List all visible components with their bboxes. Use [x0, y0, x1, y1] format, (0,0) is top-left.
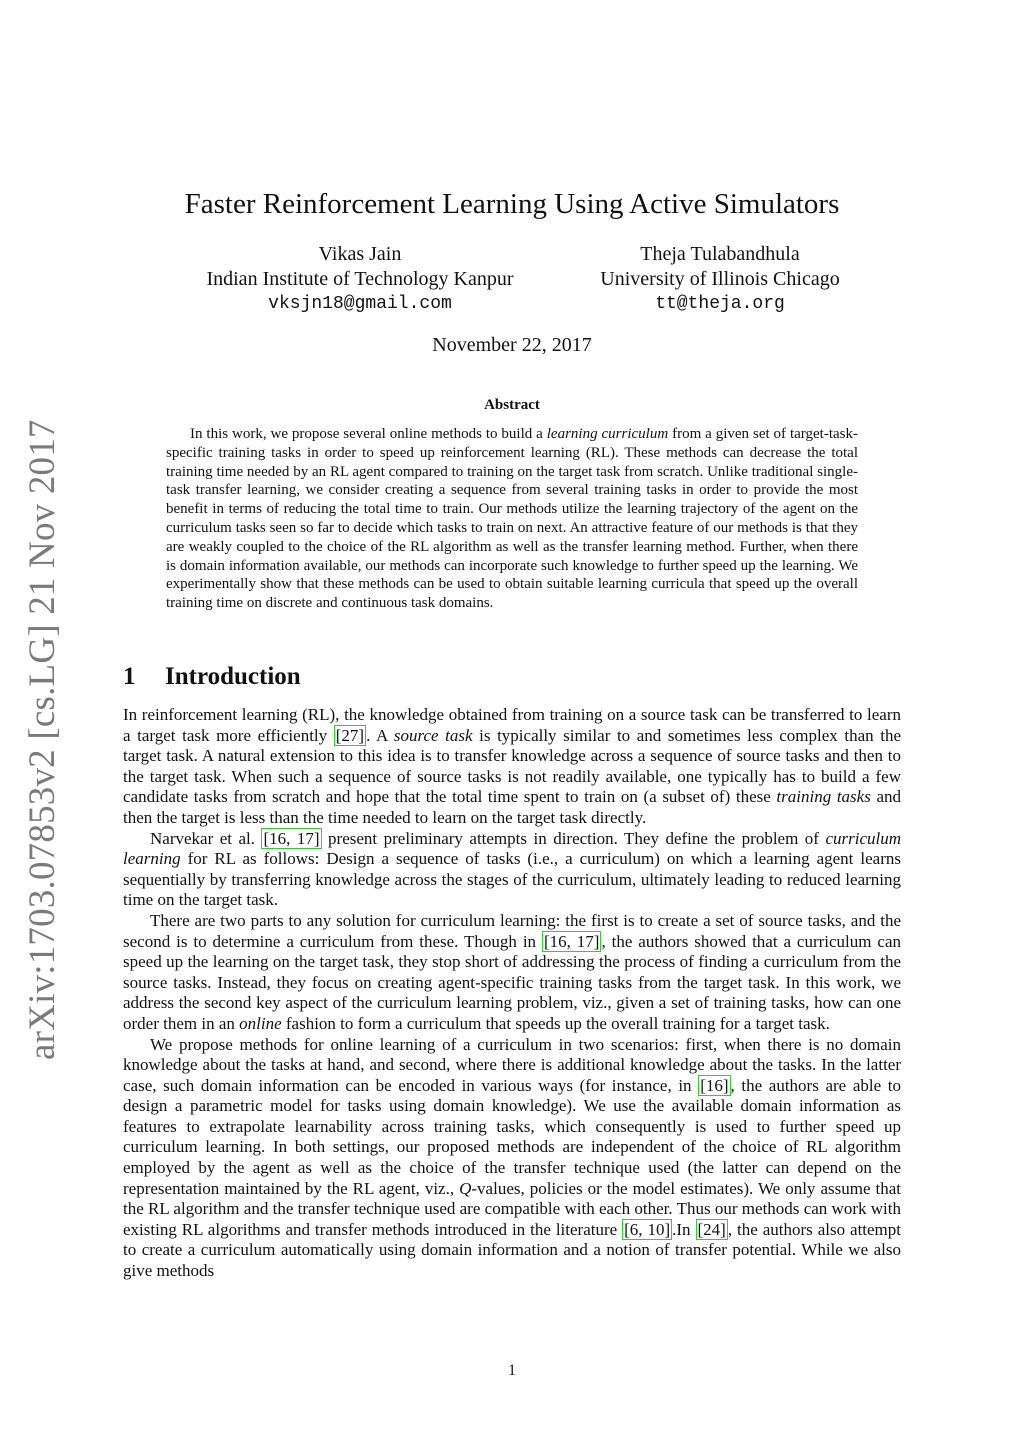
emphasized-term: Q — [459, 1178, 472, 1198]
author-name: Vikas Jain — [318, 243, 402, 265]
emphasized-term: source task — [393, 725, 473, 745]
emphasized-term: training tasks — [776, 787, 871, 807]
emphasized-term: curriculum learning — [123, 828, 901, 869]
body-paragraph: Narvekar et al. [16, 17] present preliminary attempts in direction. They define the problem of curriculum learning for RL as follows: Design a sequence of tasks (i.e., a curriculum) on which a learning agent learns sequentially by transferring knowledge across the stages of the curriculum, ultimately leading to reduced learning time on the target task. — [123, 828, 901, 910]
section-heading — [123, 662, 301, 692]
author-affiliation: University of Illinois Chicago — [600, 268, 840, 290]
author-email[interactable]: vksjn18@gmail.com — [268, 294, 452, 314]
author-affiliation: Indian Institute of Technology Kanpur — [206, 268, 514, 290]
paper-title: Faster Reinforcement Learning Using Active Simulators — [184, 188, 840, 220]
citation-link[interactable]: [24] — [697, 1219, 726, 1239]
arxiv-identifier: arXiv:1703.07853v2 [cs.LG] 21 Nov 2017 — [22, 419, 63, 1060]
page-number: 1 — [508, 1362, 516, 1379]
author-name: Theja Tulabandhula — [640, 243, 800, 265]
paper-date: November 22, 2017 — [432, 334, 592, 356]
author-2 — [560, 242, 880, 317]
section-number: 1 — [123, 663, 136, 690]
abstract-text: In this work, we propose several online methods to build a learning curriculum from a given set of target-task-specific training tasks in order to speed up reinforcement learning (RL). These methods can decrease the total training time needed by an RL agent compared to training on the target task from scratch. Unlike traditional single-task transfer learning, we consider creating a sequence from several training tasks in order to provide the most benefit in terms of reducing the total time to train. Our methods utilize the learning trajectory of the agent on the curriculum tasks seen so far to decide which tasks to train on next. An attractive feature of our methods is that they are weakly coupled to the choice of the RL algorithm as well as the transfer learning method. Further, when there is domain information available, our methods can incorporate such knowledge to further speed up the learning. We experimentally show that these methods can be used to obtain suitable learning curricula that speed up the overall training time on discrete and continuous task domains. — [166, 426, 858, 612]
body-paragraph: In reinforcement learning (RL), the knowledge obtained from training on a source task can be transferred to learn a target task more efficiently [27] . A source task is typically similar to and sometimes less complex than the target task. A natural extension to this idea is to transfer knowledge across a sequence of source tasks and then to the target task. When such a sequence of source tasks is not readily available, one typically has to build a few candidate tasks from scratch and hope that the total time spent to train on (a subset of) these training tasks and then the target is less than the time needed to learn on the target task directly. — [123, 705, 902, 827]
section-title: Introduction — [165, 663, 301, 690]
abstract-heading: Abstract — [484, 397, 540, 413]
emphasized-term: online — [239, 1013, 282, 1033]
body-paragraph: We propose methods for online learning of a curriculum in two scenarios: first, when there is no domain knowledge about the tasks at hand, and second, where there is additional knowledge about the tasks. In the latter case, such domain information can be encoded in various ways (for instance, in [16] , the authors are able to design a parametric model for tasks using domain knowledge). We use the available domain information as features to extrapolate learnability across training tasks, which consequently is used to further speed up curriculum learning. In both settings, our proposed methods are independent of the choice of RL algorithm employed by the agent as well as the choice of the transfer technique used (the latter can depend on the representation maintained by the RL agent, viz., Q-values, policies or the model estimates). We only assume that the RL algorithm and the transfer technique used are compatible with each other. Thus our methods can work with existing RL algorithms and transfer methods introduced in the literature [6, 10] .In [24] , the authors also attempt to create a curriculum automatically using domain information and a notion of transfer potential. While we also give methods — [123, 1034, 902, 1281]
citation-link[interactable]: [6, 10] — [624, 1219, 671, 1239]
author-1 — [150, 242, 570, 317]
citation-link[interactable]: [16, 17] — [543, 931, 600, 951]
citation-link[interactable]: [16, 17] — [263, 828, 320, 848]
section-body — [123, 705, 901, 1282]
emphasized-term: learning curriculum — [546, 426, 669, 442]
citation-link[interactable]: [16] — [700, 1075, 729, 1095]
author-email[interactable]: tt@theja.org — [655, 294, 785, 314]
author-block — [150, 242, 890, 322]
citation-link[interactable]: [27] — [335, 725, 365, 745]
body-paragraph: There are two parts to any solution for curriculum learning: the first is to create a set of source tasks, and the second is to determine a curriculum from these. Though in [16, 17] , the authors showed that a curriculum can speed up the learning on the target task, they stop short of addressing the process of finding a curriculum from the source tasks. Instead, they focus on creating agent-specific training tasks from the target task. In this work, we address the second key aspect of the curriculum learning problem, viz., given a set of training tasks, how can one order them in an online fashion to form a curriculum that speeds up the overall training for a target task. — [123, 910, 901, 1033]
